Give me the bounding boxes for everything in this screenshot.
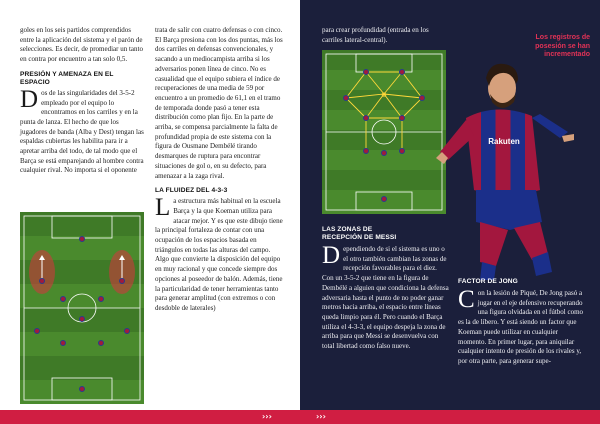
- player-dot: [119, 278, 125, 284]
- player-dot: [98, 340, 104, 346]
- player-dot: [79, 386, 85, 392]
- col2-top: trata de salir con cuatro defensas o con cinco. El Barça presiona con los dos puntas, más los dos carriles en defensas convencionales, y sacando a un mediocampista arriba si los adversarios ponen línea de cinco. No es casualidad que el equipo subiera el índice de recuperaciones de una media de 59 por encuentro a un promedio de 61,1 en el tramo de temporada donde pasó a tener esta distribución como plan fijo. En la parte de arriba, se compensa parcialmente la falta de profundidad propia de este sistema con la figura de Ousmane Dembélé tirando desmarques de ruptura para encontrar situaciones de gol o, en su defecto, para amenazar a la zaga rival.: [155, 26, 283, 180]
- left-col2: [155, 26, 283, 314]
- player-dot: [419, 95, 425, 101]
- dropcap: D: [322, 242, 341, 269]
- player-dot: [34, 328, 40, 334]
- section-head-messi: LAS ZONAS DE RECEPCIÓN DE MESSI: [322, 226, 397, 241]
- left-col1: [20, 26, 144, 176]
- section-body-messi: Dependiendo de si el sistema es uno o el otro también cambian las zonas de recepción favorables para el diez. Con un 3-5-2 que tiene en la figura de Dembélé a alguien que condiciona la defensa adversaria hasta el punto de no poder ganar metros hacia arriba, el espacio entre líneas queda limpio para él. Pero cuando el Barça utiliza el 4-3-3, el equipo despeja la zona de arriba para que Messi se desenvuelva con total libertad como falso nueve.: [322, 242, 449, 351]
- player-dot: [363, 148, 369, 154]
- col1-intro: goles en los seis partidos comprendidos entre la aplicación del sistema y el parón de selecciones. Es decir, de promediar un tanto en contra por encuentro a tan solo 0,5.: [20, 26, 143, 64]
- chevrons-right: ›››: [316, 412, 326, 421]
- right-col2: [458, 278, 586, 367]
- section-body-presion: Dos de las singularidades del 3-5-2 empleado por el equipo lo encontramos en los carriles y en la punta de lanza. El hecho de que los jugadores de banda (Alba y Dest) tengan las espaldas cubiertas les habilita para ir a apretar arriba del todo, de tal modo que el Barça se está emparejando al hombre contra cualquier rival. No importa si el oponente: [20, 85, 144, 175]
- section-head-fluidez: LA FLUIDEZ DEL 4-3-3: [155, 187, 228, 195]
- section-body-dejong: Con la lesión de Piqué, De Jong pasó a jugar en el eje defensivo recuperando una figura olvidada en el fútbol como es la de líbero. Y está siendo un factor que Koeman puede utilizar en cualquier momento. En primer lugar, para aniquilar cualquier intento de presión de los rivales y, por otra parte, para generar supe-: [458, 286, 584, 365]
- player-dot: [124, 328, 130, 334]
- shirt-sponsor: Rakuten: [488, 137, 520, 146]
- player-dot: [39, 278, 45, 284]
- footer-bar-left: [0, 410, 300, 424]
- player-dot: [381, 196, 387, 202]
- player-dot: [363, 69, 369, 75]
- section-body-fluidez: La estructura más habitual en la escuela Barça y la que Koeman utiliza para atacar mejor. Y es que este dibujo tiene la principal fortaleza de contar con una ocupación de los espacios basada en triángulos en todas las alturas del campo. Algo que convierte la disposición del equipo en muy racional y que concede siempre dos opciones al poseedor de balón. Además, tiene la particularidad de tener herramientas tanto para generar amplitud (con extremos o con desdoble de laterales): [155, 194, 283, 312]
- section-head-presion: PRESIÓN Y AMENAZA EN EL ESPACIO: [20, 70, 114, 86]
- chevrons-left: ›››: [262, 412, 272, 421]
- player-dot: [60, 340, 66, 346]
- pitch-lines: [322, 50, 446, 214]
- player-photo: [436, 40, 600, 280]
- player-dot: [399, 69, 405, 75]
- player-dot: [381, 150, 387, 156]
- player-dot: [399, 148, 405, 154]
- player-dot: [79, 236, 85, 242]
- right-col1: [322, 226, 450, 352]
- player-dot: [98, 296, 104, 302]
- player-dot: [363, 115, 369, 121]
- pull-quote: Los registros de posesión se han incrementado: [535, 34, 590, 59]
- pitch-diagram-433: [20, 212, 144, 404]
- player-dot: [79, 316, 85, 322]
- dropcap: L: [155, 194, 171, 222]
- player-dot: [399, 115, 405, 121]
- right-page: [300, 0, 600, 424]
- footer-bar-right: [300, 410, 600, 424]
- player-dot: [343, 95, 349, 101]
- pitch-diagram-352: [322, 50, 446, 214]
- player-dot: [60, 296, 66, 302]
- section-head-dejong: FACTOR DE JONG: [458, 278, 518, 285]
- dropcap: D: [20, 85, 39, 113]
- dropcap: C: [458, 286, 475, 313]
- right-col1-top: para crear profundidad (entrada en los carriles lateral-central).: [322, 26, 429, 44]
- svg-text:⊕: ⊕: [381, 91, 387, 99]
